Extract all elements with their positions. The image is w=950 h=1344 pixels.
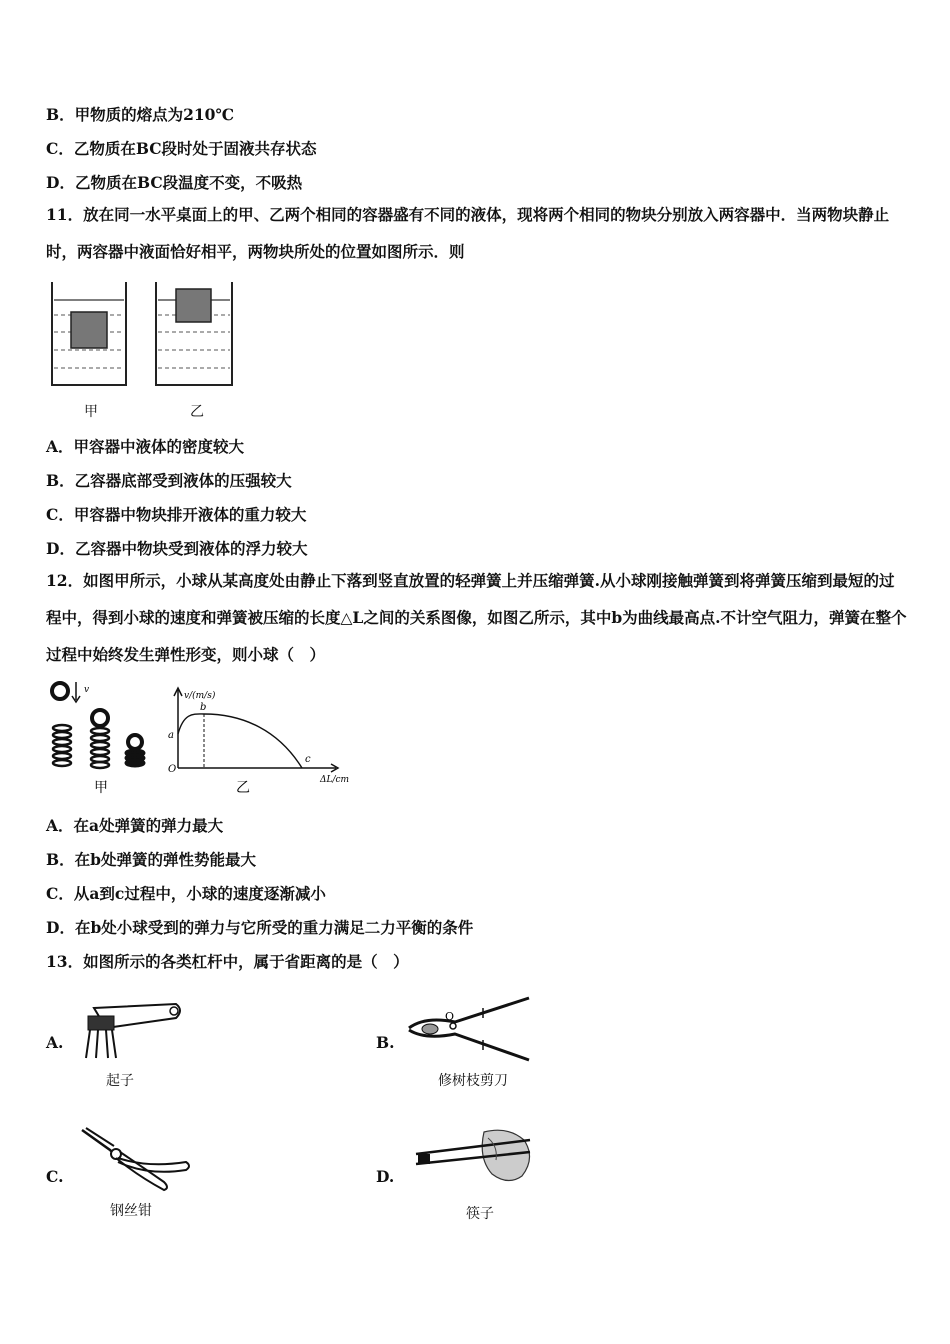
- q12-option-d: D．在b处小球受到的弹力与它所受的重力满足二力平衡的条件: [46, 918, 474, 937]
- block-jia: [71, 312, 107, 348]
- q12-label-yi: 乙: [236, 780, 250, 796]
- q11-figure: [44, 280, 244, 425]
- q13-option-c-label: C.: [46, 1167, 64, 1186]
- container-yi: [156, 282, 232, 385]
- q12-stem: 12．如图甲所示，小球从某高度处由静止下落到竖直放置的轻弹簧上并压缩弹簧.从小球刚接触弹簧到将弹簧压缩到最短的过程中，得到小球的速度和弹簧被压缩的长度△L之间的关系图像，如图乙所示，其中b为曲线最高点.不计空气阻力，弹簧在整个过程中始终发生弹性形变，则小球（ ）: [46, 571, 907, 664]
- fulcrum-o-label: O: [445, 1010, 455, 1023]
- block-yi: [176, 289, 211, 322]
- q13-caption-a: 起子: [106, 1073, 134, 1089]
- q11-label-yi: 乙: [190, 404, 204, 420]
- q11-option-a: A．甲容器中液体的密度较大: [46, 437, 245, 456]
- origin-label: O: [168, 764, 177, 775]
- q12-option-b: B．在b处弹簧的弹性势能最大: [46, 850, 256, 869]
- q11-stem: 11．放在同一水平桌面上的甲、乙两个相同的容器盛有不同的液体，现将两个相同的物块分别放入两容器中．当两物块静止时，两容器中液面恰好相平，两物块所处的位置如图所示．则: [46, 205, 890, 261]
- pliers-figure: [78, 1124, 196, 1194]
- ball-touching: [92, 710, 108, 726]
- q12-option-c: C．从a到c过程中，小球的速度逐渐减小: [46, 884, 326, 903]
- y-axis-label: v/(m/s): [184, 691, 216, 701]
- q13-option-a-label: A.: [46, 1033, 64, 1052]
- q13-caption-c: 钢丝钳: [110, 1203, 152, 1219]
- v-label: v: [84, 685, 90, 695]
- option-b-prev: B．甲物质的熔点为210℃: [46, 105, 235, 124]
- q13-stem: 13．如图所示的各类杠杆中，属于省距离的是（ ）: [46, 952, 409, 971]
- container-jia: [52, 282, 126, 385]
- figure-yi-graph: [168, 688, 349, 785]
- ball-compressed: [128, 735, 142, 749]
- q12-figure: [44, 676, 374, 806]
- option-c-prev: C．乙物质在BC段时处于固液共存状态: [46, 139, 317, 158]
- spring-1: [53, 725, 71, 766]
- point-c-label: c: [305, 754, 311, 765]
- figure-jia: [52, 682, 144, 768]
- point-a-label: a: [168, 730, 174, 741]
- q12-label-jia: 甲: [94, 780, 108, 796]
- q11-option-c: C．甲容器中物块排开液体的重力较大: [46, 505, 307, 524]
- x-axis-label: ΔL/cm: [320, 775, 350, 785]
- q11-option-d: D．乙容器中物块受到液体的浮力较大: [46, 539, 308, 558]
- bottle-opener-figure: [78, 998, 188, 1068]
- pruning-shears-figure: [405, 994, 535, 1066]
- ball-falling: [52, 683, 68, 699]
- q12-option-a: A．在a处弹簧的弹力最大: [46, 816, 224, 835]
- q13-caption-b: 修树枝剪刀: [438, 1073, 508, 1089]
- chopsticks-figure: [412, 1124, 540, 1194]
- spring-3: [126, 750, 144, 766]
- point-b-label: b: [200, 702, 207, 713]
- q13-option-b-label: B.: [376, 1033, 395, 1052]
- q13-caption-d: 筷子: [466, 1206, 494, 1222]
- q11-option-b: B．乙容器底部受到液体的压强较大: [46, 471, 292, 490]
- spring-2: [91, 728, 109, 768]
- option-d-prev: D．乙物质在BC段温度不变，不吸热: [46, 173, 303, 192]
- q11-label-jia: 甲: [84, 404, 98, 420]
- q13-option-d-label: D.: [376, 1167, 395, 1186]
- velocity-curve: [178, 714, 302, 768]
